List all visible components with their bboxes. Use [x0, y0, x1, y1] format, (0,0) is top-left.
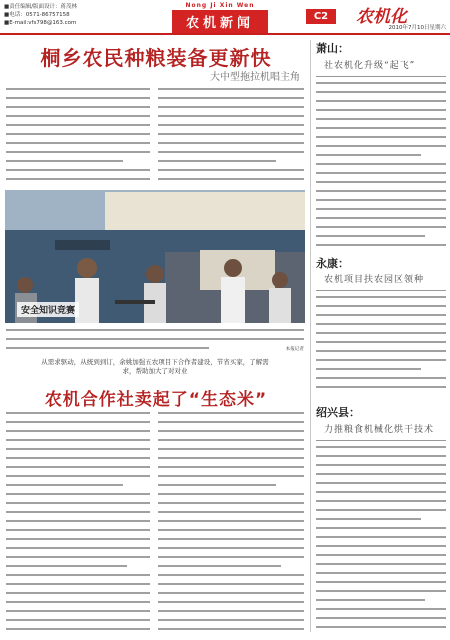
text-line [316, 500, 446, 507]
event-photo [5, 190, 305, 323]
text-line [316, 572, 446, 579]
text-line [316, 617, 446, 624]
photo-credit: 本报记者 [285, 347, 304, 353]
text-line [316, 341, 446, 348]
text-line [158, 619, 304, 626]
text-line [158, 511, 304, 518]
text-line [316, 626, 446, 632]
text-line [6, 502, 150, 509]
text-line [158, 565, 304, 572]
text-line [316, 323, 446, 330]
masthead-center [160, 2, 280, 33]
column-divider [310, 40, 311, 632]
main-headline: 桐乡农民种粮装备更新快 [40, 46, 272, 70]
section-pinyin: Nong Ji Xin Wen [185, 2, 255, 9]
text-line [316, 100, 446, 107]
text-line [6, 610, 150, 617]
masthead [0, 0, 450, 34]
text-line [158, 529, 304, 536]
text-line [6, 565, 150, 572]
text-line [6, 538, 150, 545]
text-line [316, 314, 446, 321]
text-line [6, 511, 150, 518]
text-line [158, 484, 304, 491]
story2-intro: 从需求驱动，从统到到订，余姚加强五农项目下合作者建设，节省买家，了解需求，帮助加大了对对业 [41, 358, 269, 375]
section-name: 农机新闻 [172, 10, 268, 33]
sidebar-rule [316, 440, 446, 441]
text-line [158, 178, 304, 185]
text-line [158, 457, 304, 464]
text-line [158, 439, 304, 446]
text-line [6, 124, 150, 131]
text-line [316, 482, 446, 489]
text-line [316, 509, 446, 516]
sidebar-rule [316, 290, 446, 291]
text-line [6, 97, 150, 104]
text-line [158, 421, 304, 428]
text-line [316, 172, 446, 179]
text-line [316, 136, 446, 143]
text-line [316, 296, 446, 303]
text-line [316, 118, 446, 125]
text-line [6, 142, 150, 149]
text-line [316, 109, 446, 116]
text-line [158, 448, 304, 455]
text-line [158, 466, 304, 473]
sidebar-story2-title: 农机项目扶农园区领种 [324, 275, 425, 285]
text-line [6, 592, 150, 599]
text-line [158, 142, 304, 149]
text-line [316, 518, 446, 525]
text-line [316, 446, 446, 453]
text-line [6, 169, 150, 176]
text-line [158, 115, 304, 122]
text-line [158, 520, 304, 527]
text-line [158, 160, 304, 167]
text-line [316, 554, 446, 561]
text-line [316, 545, 446, 552]
text-line [6, 574, 150, 581]
sidebar-story1-body [316, 80, 446, 250]
text-line [6, 178, 150, 185]
text-line [158, 601, 304, 608]
text-line [6, 88, 150, 95]
text-line [316, 599, 446, 606]
email-line: ■E-mail:vfs798@163.com [4, 20, 77, 26]
text-line [158, 169, 304, 176]
text-line [6, 628, 150, 632]
sidebar-story3-title: 力推粮食机械化烘干技术 [324, 425, 435, 435]
sidebar-story2-body [316, 294, 446, 394]
text-line [158, 430, 304, 437]
text-line [158, 592, 304, 599]
story2-body-right [158, 410, 304, 632]
text-line [316, 563, 446, 570]
text-line [158, 475, 304, 482]
story2-headline: 农机合作社卖起了“生态米” [44, 390, 268, 410]
text-line [316, 127, 446, 134]
text-line [316, 368, 446, 375]
sidebar-story1-title: 社农机化升级“起飞” [324, 61, 416, 71]
main-story-body-left [6, 86, 150, 186]
text-line [6, 115, 150, 122]
text-line [158, 574, 304, 581]
text-line [316, 217, 446, 224]
text-line [316, 608, 446, 615]
text-line [316, 527, 446, 534]
text-line [316, 305, 446, 312]
text-line [6, 466, 150, 473]
masthead-info [4, 3, 77, 27]
text-line [6, 106, 150, 113]
text-line [6, 601, 150, 608]
text-line [6, 448, 150, 455]
page-code: C2 [306, 9, 336, 24]
text-line [316, 473, 446, 480]
text-line [316, 181, 446, 188]
text-line [6, 556, 150, 563]
text-line [6, 160, 150, 167]
text-line [316, 350, 446, 357]
text-line [316, 163, 446, 170]
sidebar-story1-place: 萧山： [316, 42, 349, 55]
editor-line: ■责任编辑/版面设计：蒋茂林 [4, 4, 78, 10]
text-line [316, 491, 446, 498]
text-line [158, 97, 304, 104]
text-line [6, 619, 150, 626]
text-line [316, 536, 446, 543]
text-line [158, 556, 304, 563]
text-line [6, 493, 150, 500]
text-line [316, 91, 446, 98]
text-line [158, 151, 304, 158]
text-line [158, 106, 304, 113]
text-line [6, 421, 150, 428]
text-line [158, 502, 304, 509]
photo-banner: 安全知识竞赛 [17, 302, 79, 317]
text-line [6, 529, 150, 536]
text-line [158, 583, 304, 590]
text-line [316, 235, 446, 242]
text-line [316, 82, 446, 89]
sidebar-story2-place: 永康： [316, 257, 349, 270]
text-line [316, 226, 446, 233]
sidebar-story3-body [316, 444, 446, 632]
main-subhead: 大中型拖拉机唱主角 [210, 72, 300, 83]
text-line [316, 581, 446, 588]
text-line [316, 377, 446, 384]
text-line [6, 430, 150, 437]
text-line [316, 145, 446, 152]
text-line [158, 547, 304, 554]
text-line [316, 590, 446, 597]
text-line [158, 88, 304, 95]
text-line [6, 151, 150, 158]
text-line [316, 332, 446, 339]
text-line [158, 628, 304, 632]
text-line [316, 154, 446, 161]
photo-caption [6, 327, 304, 354]
text-line [6, 484, 150, 491]
text-line [6, 133, 150, 140]
text-line [158, 124, 304, 131]
newspaper-logo: 农机化 [356, 7, 407, 27]
text-line [316, 190, 446, 197]
text-line [6, 412, 150, 419]
text-line [158, 610, 304, 617]
text-line [158, 538, 304, 545]
text-line [158, 133, 304, 140]
text-line [158, 493, 304, 500]
text-line [316, 199, 446, 206]
text-line [316, 464, 446, 471]
text-line [6, 583, 150, 590]
text-line [6, 439, 150, 446]
text-line [316, 455, 446, 462]
text-line [316, 386, 446, 393]
main-story-body-right [158, 86, 304, 186]
text-line [316, 244, 446, 250]
sidebar-rule [316, 76, 446, 77]
text-line [6, 475, 150, 482]
phone-line: ■电话：0571-86757158 [4, 12, 70, 18]
text-line [316, 208, 446, 215]
text-line [6, 457, 150, 464]
text-line [158, 412, 304, 419]
text-line [316, 359, 446, 366]
masthead-rule [0, 33, 450, 35]
story2-body-left [6, 410, 150, 632]
text-line [6, 547, 150, 554]
issue-date: 2010年7月10日星期六 [388, 25, 446, 31]
sidebar-story3-place: 绍兴县： [316, 406, 360, 419]
text-line [6, 520, 150, 527]
